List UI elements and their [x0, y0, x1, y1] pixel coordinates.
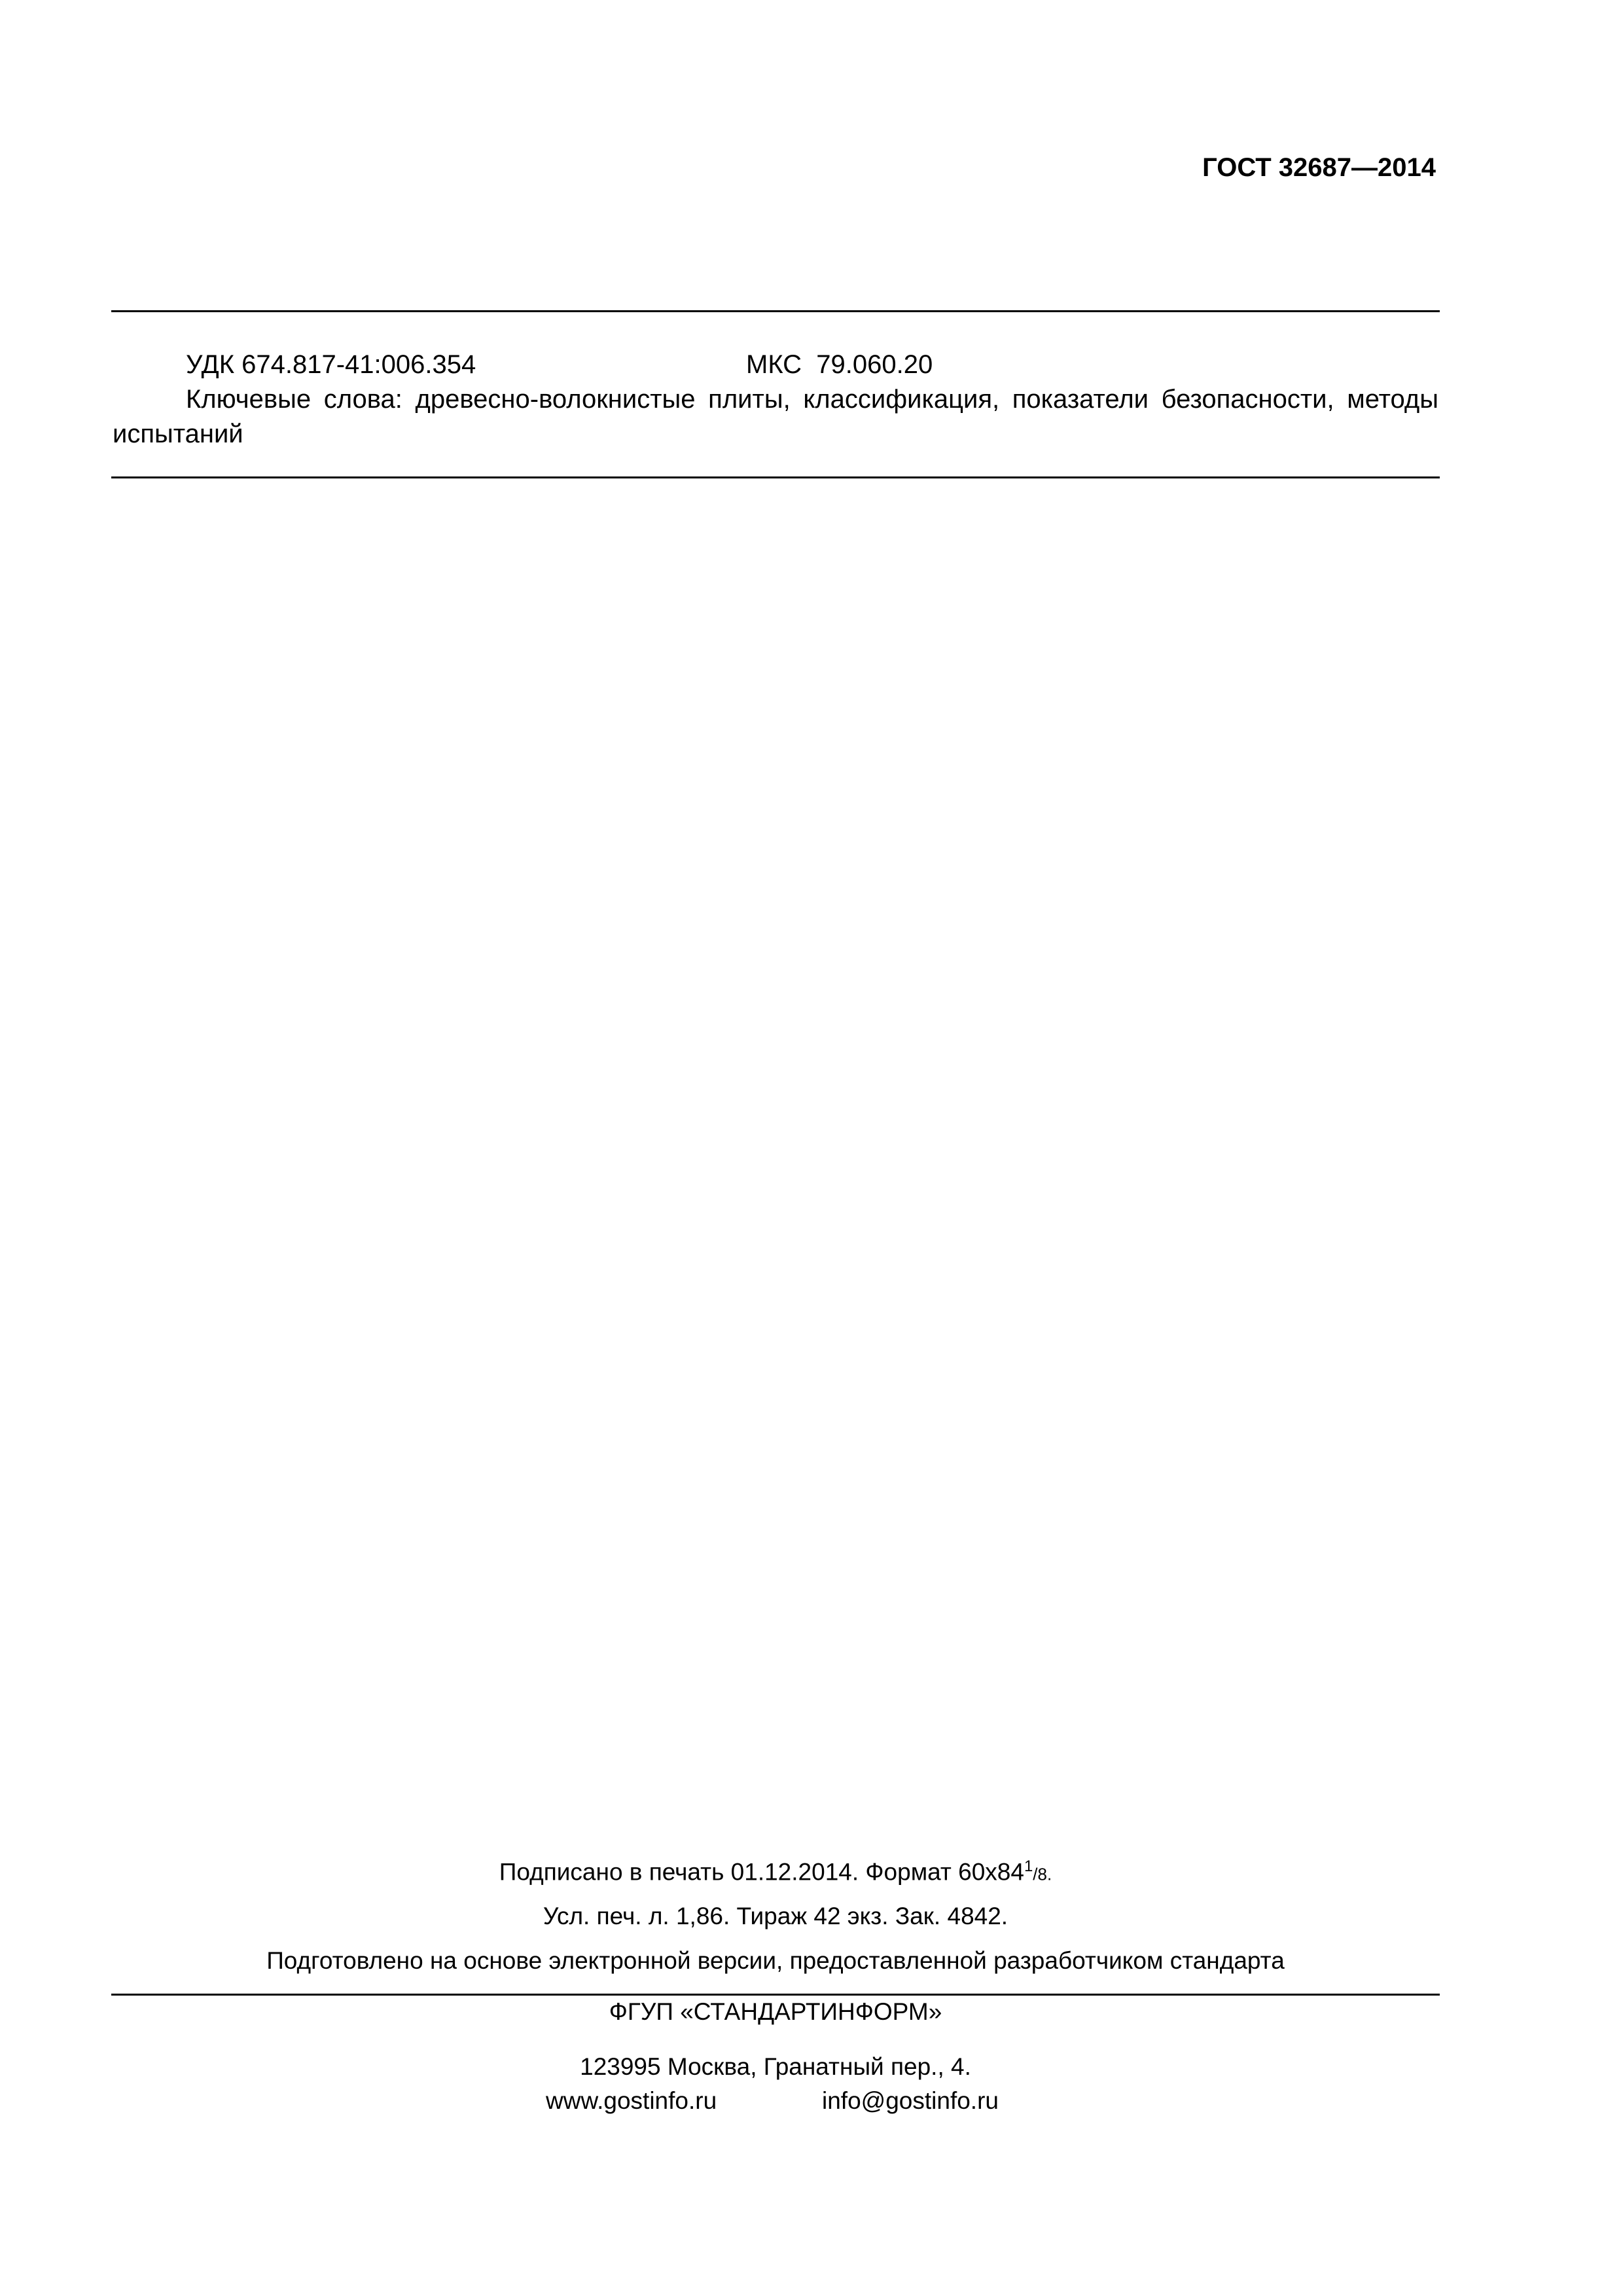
- publisher-name: ФГУП «СТАНДАРТИНФОРМ»: [609, 1998, 942, 2025]
- udk-code: УДК 674.817-41:006.354: [186, 350, 476, 379]
- format-fraction-numerator: 1: [1024, 1857, 1033, 1875]
- signed-for-print-line: [111, 1857, 1440, 1887]
- keywords-paragraph: Ключевые слова: древесно-волокнистые плиты, классификация, показатели безопасности, методы испытаний: [113, 385, 1438, 448]
- publisher-address: 123995 Москва, Гранатный пер., 4.: [580, 2053, 971, 2080]
- format-fraction-denominator: /8.: [1033, 1864, 1052, 1884]
- mks-code: МКС 79.060.20: [746, 350, 933, 379]
- prepared-note-line: Подготовлено на основе электронной версии, предоставленной разработчиком стандарта: [266, 1947, 1285, 1974]
- publisher-email[interactable]: info@gostinfo.ru: [822, 2087, 999, 2114]
- signed-for-print-text: Подписано в печать 01.12.2014. Формат 60x84: [499, 1858, 1024, 1886]
- publisher-website[interactable]: www.gostinfo.ru: [546, 2087, 717, 2114]
- top-rule-lower: [111, 476, 1440, 478]
- print-info-line: Усл. печ. л. 1,86. Тираж 42 экз. Зак. 4842.: [543, 1903, 1008, 1929]
- publisher-rule: [111, 1994, 1440, 1996]
- top-rule-upper: [111, 310, 1440, 312]
- document-number: ГОСТ 32687—2014: [1202, 153, 1436, 182]
